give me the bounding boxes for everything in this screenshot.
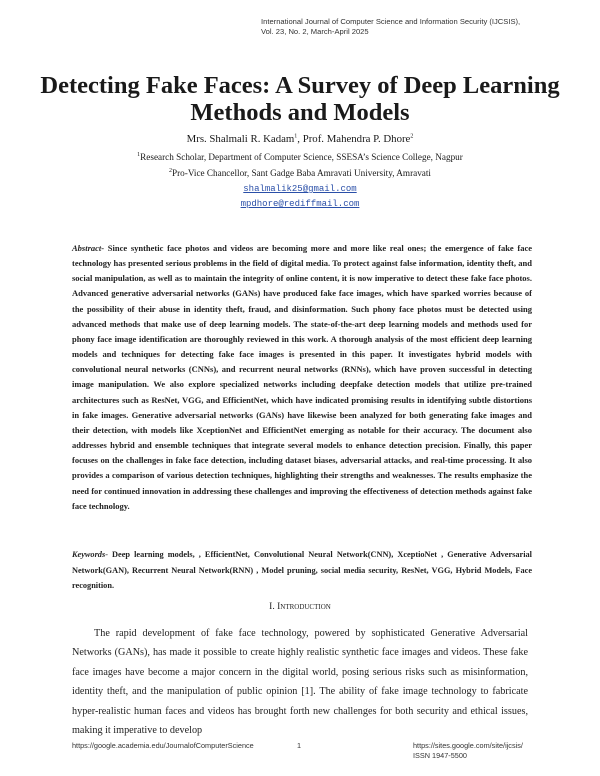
affiliation-2 — [0, 168, 600, 178]
footer-issn: ISSN 1947-5500 — [413, 751, 467, 760]
journal-name: International Journal of Computer Science and Information Security (IJCSIS), — [261, 17, 521, 26]
footer-academia-link[interactable]: https://google.academia.edu/JournalofComputerScience — [72, 741, 254, 750]
keywords-text: Deep learning models, , EfficientNet, Convolutional Neural Network(CNN), XceptioNet , Generative Adversarial Network(GAN), Recurrent Neural Network(RNN) , Model pruning, social media security, ResNet, VGG, Hybrid Models, Face recognition. — [72, 550, 532, 590]
body-paragraph: The rapid development of fake face technology, powered by sophisticated Generative Adversarial Networks (GANs), has made it possible to create highly realistic synthetic face images and videos. These fake face images have become a major concern in the digital world, posing serious risks such as misinformation, identity theft, and the manipulation of public opinion [1]. The ability of fake image technology to fabricate hyper-realistic human faces and videos has brought forth new challenges for both security and ethical issues, making it imperative to develop — [72, 628, 528, 737]
author-line — [0, 133, 600, 145]
email-link-1[interactable]: shalmalik25@gmail.com — [243, 184, 357, 194]
email-link-2[interactable]: mpdhore@rediffmail.com — [240, 199, 360, 209]
author-separator: , — [297, 133, 303, 145]
journal-header — [261, 17, 561, 37]
footer-right — [413, 741, 523, 761]
page-number: 1 — [297, 741, 302, 750]
paper-title: Detecting Fake Faces: A Survey of Deep Learning Methods and Models — [40, 72, 560, 126]
section-heading — [0, 602, 600, 612]
keywords-label: Keywords- — [72, 550, 108, 559]
abstract-label: Abstract- — [72, 243, 105, 253]
footer-sites-link[interactable]: https://sites.google.com/site/ijcsis/ — [413, 741, 523, 750]
affiliation-2-text: Pro-Vice Chancellor, Sant Gadge Baba Amravati University, Amravati — [172, 168, 431, 178]
author-2-sup: 2 — [410, 133, 414, 140]
abstract — [72, 241, 532, 514]
journal-volume: Vol. 23, No. 2, March-April 2025 — [261, 27, 369, 36]
author-1: Mrs. Shalmali R. Kadam — [186, 133, 295, 145]
affiliation-1-text: Research Scholar, Department of Computer Science, SSESA’s Science College, Nagpur — [140, 152, 463, 162]
abstract-text: Since synthetic face photos and videos are becoming more and more like real ones; the emergence of fake face technology has presented serious problems in the field of digital media. To protect against false information, identity theft, and social manipulation, as well as to maintain the integrity of online content, it is now imperative to detect these fake face photos. Advanced generative adversarial networks (GANs) have produced fake face images, which have sparked worries because of the possibility of their abuse in identity theft, fraud, and disinformation. Such phony face photos must be detected using advanced methods that make use of deep learning models. The state-of-the-art deep learning models and methods used for phony face image identification are thoroughly reviewed in this work. A thorough analysis of the most efficient deep learning models and techniques for detecting fake face images is presented in this paper. It investigates hybrid models with convolutional neural networks (CNNs), and recurrent neural networks (RNNs), which have proven successful in detecting image manipulation. We also explore specialized networks including deepfake detection models that utilize pre-trained architectures such as ResNet, VGG, and EfficientNet, which have indicated promising results in identifying subtle distortions in fake images. Generative adversarial networks (GANs) have likewise been analyzed for both generating fake images and their detection, with models like XceptionNet and EfficientNet emerging as notable for their accuracy. The document also addresses hybrid and ensemble techniques that integrate several models to enhance detection precision. Finally, this paper focuses on the challenges in fake face detection, including dataset biases, adversarial attacks, and real-time processing. It also provides a comparison of various detection techniques, highlighting their strengths and weaknesses. The results emphasize the need for continued innovation in addressing these challenges and improving the effectiveness of detection methods against fake face technology. — [72, 243, 532, 511]
author-1-sup: 1 — [294, 133, 298, 140]
affiliation-1-sup: 1 — [137, 151, 141, 158]
affiliation-1 — [0, 152, 600, 162]
affiliation-2-sup: 2 — [169, 167, 172, 174]
section-title: Introduction — [277, 602, 331, 612]
author-2: Prof. Mahendra P. Dhore — [302, 133, 411, 145]
section-number: I. — [269, 602, 278, 612]
keywords — [72, 547, 532, 594]
